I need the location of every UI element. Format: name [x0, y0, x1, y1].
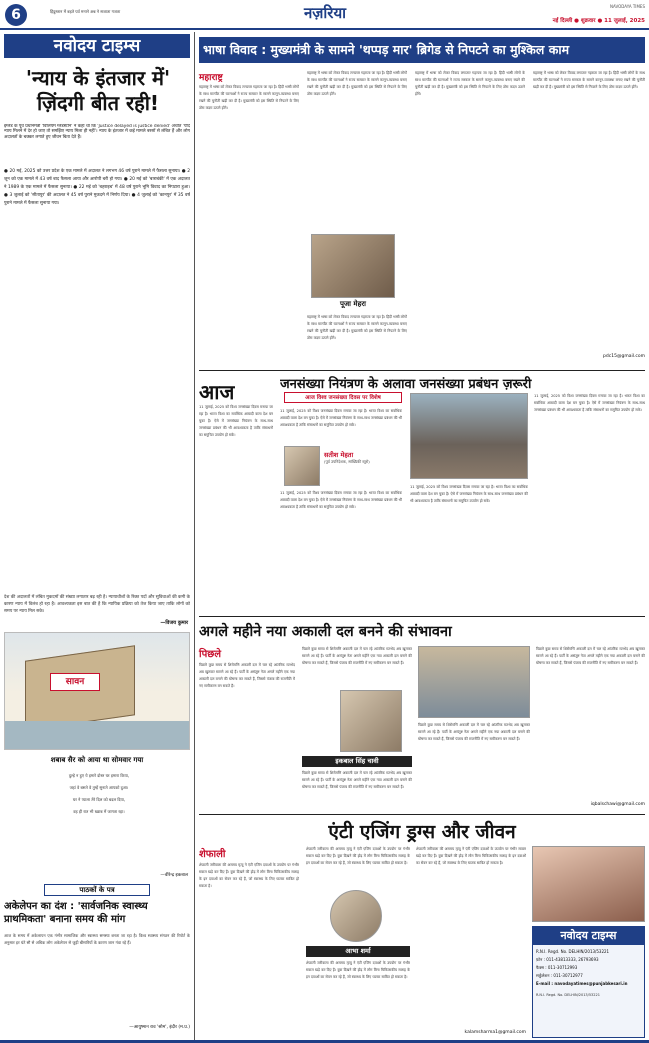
lead-col-2b: महाराष्ट्र में भाषा को लेकर विवाद लगातार गहराता जा रहा है। हिंदी भाषी लोगों के साथ मारपीट की घटनाओं ने राज्य सरकार के सामने कानून-व्यवस्था बनाए रखने की चुनौती खड़ी कर दी है। मुख्यमंत्री को इस स्थिति से निपटने के लिए ठोस कदम उठाने होंगे।: [307, 315, 407, 340]
cartoon: [4, 632, 190, 750]
poem-line: दुल्हे न हुए ये हमारे दोस्त घर हमारा किया,: [68, 773, 130, 778]
population-side-text: 11 जुलाई, 2025 को विश्व जनसंख्या दिवस मनाया जा रहा है। भारत विश्व का सर्वाधिक आबादी वाला देश बन चुका है। ऐसे में जनसंख्या नियंत्रण के साथ-साथ जनसंख्या प्रबंधन की भी आवश्यकता है ताकि संसाधनों का समुचित उपयोग हो सके।: [199, 405, 273, 437]
poem-line: घर ने प्याला तेरे दिल को बदल दिया,: [72, 797, 126, 802]
editorial-byline: —विजय कुमार: [160, 620, 188, 626]
akali-email: iqbalschawi@gmail.com: [590, 802, 645, 807]
antiaging-photo: [532, 846, 645, 922]
poem-line: जहां वे बसते वे तुम्हें सुनाते आपको दुआ।: [69, 785, 129, 790]
imprint-box: [532, 926, 645, 1038]
antiaging-col-3: शेफाली जरीवाला की असमय मृत्यु ने एंटी एजिंग दवाओं के उपयोग पर गंभीर सवाल खड़े कर दिए हैं। युवा दिखने की होड़ में लोग बिना चिकित्सकीय सलाह के इन दवाओं का सेवन कर रहे हैं, जो स्वास्थ्य के लिए घातक साबित हो सकता है।: [416, 847, 526, 865]
population-kicker: आज विश्व जनसंख्या दिवस पर विशेष: [284, 392, 402, 403]
population-author-photo: [284, 446, 320, 486]
antiaging-col-2b: शेफाली जरीवाला की असमय मृत्यु ने एंटी एजिंग दवाओं के उपयोग पर गंभीर सवाल खड़े कर दिए हैं। युवा दिखने की होड़ में लोग बिना चिकित्सकीय सलाह के इन दवाओं का सेवन कर रहे हैं, जो स्वास्थ्य के लिए घातक साबित हो सकता है।: [306, 961, 410, 979]
population-col-2: 11 जुलाई, 2025 को विश्व जनसंख्या दिवस मनाया जा रहा है। भारत विश्व का सर्वाधिक आबादी वाला देश बन चुका है। ऐसे में जनसंख्या नियंत्रण के साथ-साथ जनसंख्या प्रबंधन की भी आवश्यकता है ताकि संसाधनों का समुचित उपयोग हो सके।: [410, 485, 528, 503]
lead-col-2: महाराष्ट्र में भाषा को लेकर विवाद लगातार गहराता जा रहा है। हिंदी भाषी लोगों के साथ मारपीट की घटनाओं ने राज्य सरकार के सामने कानून-व्यवस्था बनाए रखने की चुनौती खड़ी कर दी है। मुख्यमंत्री को इस स्थिति से निपटने के लिए ठोस कदम उठाने होंगे।: [307, 71, 407, 96]
lead-author-name: पूजा मेहरा: [340, 300, 366, 308]
antiaging-author-photo: [330, 890, 382, 942]
akali-headline: अगले महीने नया अकाली दल बनने की संभावना: [199, 624, 452, 640]
poem-lines: [24, 770, 174, 870]
editorial-intro: इंग्लैंड के पूर्व प्रधानमंत्री 'विलियम ग्लैडस्टोन' ने कहा था कि 'Justice delayed is justice denied' अर्थात 'यदि न्याय मिलने में देर हो जाए तो समझिए न्याय मिला ही नहीं'। न्याय के इंतजार में कई मामले बरसों से लंबित हैं और लोग अदालतों के चक्कर लगाते हुए जीवन बिता देते हैं।: [4, 124, 190, 140]
antiaging-col-1: शेफाली जरीवाला की असमय मृत्यु ने एंटी एजिंग दवाओं के उपयोग पर गंभीर सवाल खड़े कर दिए हैं। युवा दिखने की होड़ में लोग बिना चिकित्सकीय सलाह के इन दवाओं का सेवन कर रहे हैं, जो स्वास्थ्य के लिए घातक साबित हो सकता है।: [199, 863, 299, 888]
poem-title: शबाब सैर को आया था सोमवार गया: [50, 756, 144, 764]
column-divider: [194, 32, 195, 1040]
population-photo: [410, 393, 528, 479]
lead-dateline: महाराष्ट्र: [199, 73, 223, 83]
antiaging-col-2: शेफाली जरीवाला की असमय मृत्यु ने एंटी एजिंग दवाओं के उपयोग पर गंभीर सवाल खड़े कर दिए हैं। युवा दिखने की होड़ में लोग बिना चिकित्सकीय सलाह के इन दवाओं का सेवन कर रहे हैं, जो स्वास्थ्य के लिए घातक साबित हो सकता है।: [306, 847, 410, 865]
antiaging-headline: एंटी एजिंग ड्रग्स और जीवन: [328, 821, 516, 843]
editorial-title: 'न्याय के इंतजार में' ज़िंदगी बीत रही!: [25, 66, 171, 115]
imprint-email: E-mail : navodayatimes@punjabkesari.in: [536, 981, 628, 986]
cartoon-water: [5, 721, 190, 750]
akali-col-4: पिछले कुछ समय से शिरोमणि अकाली दल में चल रहे आंतरिक मतभेद अब खुलकर सामने आ रहे हैं। पार्टी के असंतुष्ट नेता अगले महीने एक नया अकाली दल बनाने की घोषणा कर सकते हैं, जिससे पंजाब की राजनीति में नए समीकरण बन सकते हैं।: [536, 647, 645, 665]
akali-dateline: पिछले: [199, 649, 222, 660]
section-title: नज़रिया: [303, 4, 347, 22]
section-rule: [199, 814, 645, 815]
akali-author-name: इकबाल सिंह चावी: [302, 756, 412, 767]
section-rule: [199, 616, 645, 617]
header-rule: [0, 28, 649, 30]
antiaging-author-name: आभा शर्मा: [306, 946, 410, 957]
lead-col-1: महाराष्ट्र में भाषा को लेकर विवाद लगातार गहराता जा रहा है। हिंदी भाषी लोगों के साथ मारपीट की घटनाओं ने राज्य सरकार के सामने कानून-व्यवस्था बनाए रखने की चुनौती खड़ी कर दी है। मुख्यमंत्री को इस स्थिति से निपटने के लिए ठोस कदम उठाने होंगे।: [199, 85, 299, 110]
population-author-name: सतीश मेहता: [324, 451, 354, 459]
lead-email: pdc15@gmail.com: [603, 354, 645, 359]
editorial-logo: नवोदय टाइम्स: [4, 34, 190, 58]
imprint-logo: नवोदय टाइम्स: [533, 927, 644, 945]
imprint-fineprint: R.N.I. Regd. No. DELHIN/2013/53221: [536, 993, 600, 997]
editorial-body-2: देश की अदालतों में लंबित मुकदमों की संख्या लगातार बढ़ रही है। न्यायाधीशों के रिक्त पदों और सुविधाओं की कमी के कारण न्याय में विलंब हो रहा है। आवश्यकता इस बात की है कि न्यायिक प्रक्रिया को तेज किया जाए ताकि लोगों को समय पर न्याय मिल सके।: [4, 595, 190, 614]
imprint-phone: फ़ोन : 011-43813333, 26793693: [536, 957, 599, 962]
akali-col-1: पिछले कुछ समय से शिरोमणि अकाली दल में चल रहे आंतरिक मतभेद अब खुलकर सामने आ रहे हैं। पार्टी के असंतुष्ट नेता अगले महीने एक नया अकाली दल बनाने की घोषणा कर सकते हैं, जिससे पंजाब की राजनीति में नए समीकरण बन सकते हैं।: [199, 663, 295, 688]
antiaging-email: kalamsharma1@gmail.com: [464, 1030, 526, 1035]
lead-article: [199, 68, 645, 368]
page-number: 6: [5, 4, 27, 26]
lead-photo: [311, 234, 395, 298]
lead-col-4: महाराष्ट्र में भाषा को लेकर विवाद लगातार गहराता जा रहा है। हिंदी भाषी लोगों के साथ मारपीट की घटनाओं ने राज्य सरकार के सामने कानून-व्यवस्था बनाए रखने की चुनौती खड़ी कर दी है। मुख्यमंत्री को इस स्थिति से निपटने के लिए ठोस कदम उठाने होंगे।: [533, 71, 645, 89]
population-dropcap: आज: [199, 380, 235, 404]
population-headline: जनसंख्या नियंत्रण के अलावा जनसंख्या प्रबंधन ज़रूरी: [280, 377, 532, 392]
lead-col-3: महाराष्ट्र में भाषा को लेकर विवाद लगातार गहराता जा रहा है। हिंदी भाषी लोगों के साथ मारपीट की घटनाओं ने राज्य सरकार के सामने कानून-व्यवस्था बनाए रखने की चुनौती खड़ी कर दी है। मुख्यमंत्री को इस स्थिति से निपटने के लिए ठोस कदम उठाने होंगे।: [415, 71, 525, 96]
letter-author: —आयुष्मान राव 'सोम', इंदौर (म.प्र.): [129, 1025, 190, 1030]
poem-line: वह ही रात भी ख्वाब में जागता रहा।: [73, 809, 125, 814]
akali-author-photo: [340, 690, 402, 752]
lead-headline: भाषा विवाद : मुख्यमंत्री के सामने 'थप्पड़ मार' ब्रिगेड से निपटने का मुश्किल काम: [199, 37, 645, 63]
imprint-subscription: सर्कुलेशन : 011-30712977: [536, 973, 583, 978]
akali-col-2b: पिछले कुछ समय से शिरोमणि अकाली दल में चल रहे आंतरिक मतभेद अब खुलकर सामने आ रहे हैं। पार्टी के असंतुष्ट नेता अगले महीने एक नया अकाली दल बनाने की घोषणा कर सकते हैं, जिससे पंजाब की राजनीति में नए समीकरण बन सकते हैं।: [302, 771, 412, 789]
population-col-1: 11 जुलाई, 2025 को विश्व जनसंख्या दिवस मनाया जा रहा है। भारत विश्व का सर्वाधिक आबादी वाला देश बन चुका है। ऐसे में जनसंख्या नियंत्रण के साथ-साथ जनसंख्या प्रबंधन की भी आवश्यकता है ताकि संसाधनों का समुचित उपयोग हो सके।: [280, 409, 402, 427]
population-col-1b: 11 जुलाई, 2025 को विश्व जनसंख्या दिवस मनाया जा रहा है। भारत विश्व का सर्वाधिक आबादी वाला देश बन चुका है। ऐसे में जनसंख्या नियंत्रण के साथ-साथ जनसंख्या प्रबंधन की भी आवश्यकता है ताकि संसाधनों का समुचित उपयोग हो सके।: [280, 491, 402, 509]
population-author: [324, 450, 400, 465]
editorial-body: ● 20 मई, 2025 को उत्तर प्रदेश के एक मामले में अदालत ने लगभग 46 वर्ष पुराने मामले में फैसला सुनाया। ● 2 जून को एक मामले में 43 वर्ष बाद फैसला आया और आरोपी बरी हो गया। ● 20 मई को 'बाराबंकी' में एक अदालत ने 1989 के एक मामले में फैसला सुनाया। ● 22 मई को 'बहराइच' में 48 वर्ष पुराने भूमि विवाद का निपटारा हुआ। ● 3 जुलाई को 'सीतापुर' की अदालत ने 45 वर्ष पुराने मुकदमे में निर्णय दिया। ● 4 जुलाई को 'कानपुर' में 35 वर्ष पुराने मामले में फैसला सुनाया गया।: [4, 169, 190, 206]
imprint-address: R.N.I. Regd. No. DELHIN/2013/53221: [536, 949, 610, 954]
antiaging-dateline: शेफाली: [199, 849, 226, 860]
header-tagline: हिंदुस्तान में बहते पर्व मनाने अन्न ने सजाता गजता: [50, 9, 121, 14]
letter-body: आज के समय में अकेलापन एक गंभीर सामाजिक और स्वास्थ्य समस्या बनता जा रहा है। विश्व स्वास्थ्य संगठन की रिपोर्ट के अनुसार हर घंटे सौ से अधिक लोग अकेलेपन से जुड़ी बीमारियों के कारण जान गंवा रहे हैं।: [4, 933, 190, 945]
population-col-3: 11 जुलाई, 2025 को विश्व जनसंख्या दिवस मनाया जा रहा है। भारत विश्व का सर्वाधिक आबादी वाला देश बन चुका है। ऐसे में जनसंख्या नियंत्रण के साथ-साथ जनसंख्या प्रबंधन की भी आवश्यकता है ताकि संसाधनों का समुचित उपयोग हो सके।: [534, 394, 645, 412]
header-date: नई दिल्ली ● शुक्रवार ● 11 जुलाई, 2025: [552, 18, 645, 24]
cartoon-label: सावन: [50, 673, 100, 691]
masthead-small: NAVODAYA TIMES: [609, 4, 645, 9]
letters-header: पाठकों के पत्र: [44, 884, 150, 896]
imprint-fax: फैक्स : 011-30712993: [536, 965, 578, 970]
poem-author: —वीरेन्द्र इकबाल: [160, 873, 188, 878]
left-column: [4, 34, 190, 1039]
population-author-note: (पूर्व उपनिदेशक, सांख्यिकी ब्यूरो): [324, 459, 370, 464]
akali-col-3: पिछले कुछ समय से शिरोमणि अकाली दल में चल रहे आंतरिक मतभेद अब खुलकर सामने आ रहे हैं। पार्टी के असंतुष्ट नेता अगले महीने एक नया अकाली दल बनाने की घोषणा कर सकते हैं, जिससे पंजाब की राजनीति में नए समीकरण बन सकते हैं।: [418, 723, 530, 741]
akali-photo: [418, 646, 530, 718]
letter-title: अकेलेपन का दंश : 'सार्वजनिक स्वास्थ्य प्राथमिकता' बनाना समय की मांग: [4, 901, 148, 925]
section-rule: [199, 370, 645, 371]
akali-col-2: पिछले कुछ समय से शिरोमणि अकाली दल में चल रहे आंतरिक मतभेद अब खुलकर सामने आ रहे हैं। पार्टी के असंतुष्ट नेता अगले महीने एक नया अकाली दल बनाने की घोषणा कर सकते हैं, जिससे पंजाब की राजनीति में नए समीकरण बन सकते हैं।: [302, 647, 412, 665]
